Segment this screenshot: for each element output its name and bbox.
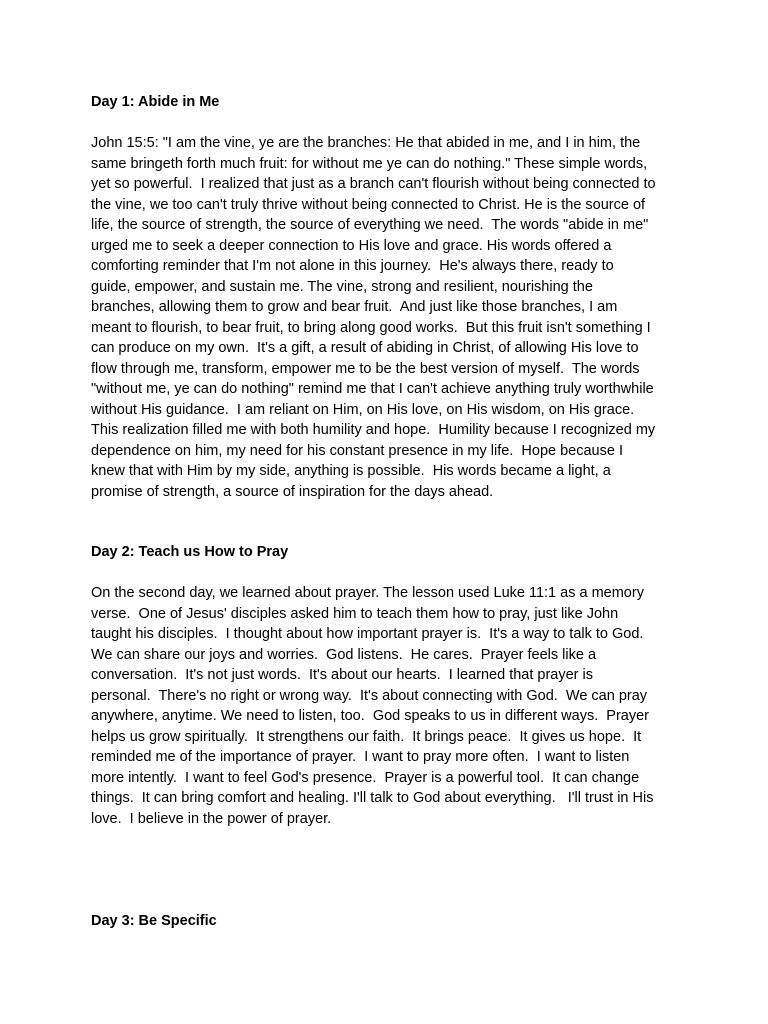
text-line: comforting reminder that I'm not alone in this journey. He's always there, ready to bbox=[91, 258, 614, 274]
text-line: without His guidance. I am reliant on Him, on His love, on His wisdom, on His grace. bbox=[91, 401, 635, 418]
text-line: love. I believe in the power of prayer. bbox=[91, 810, 332, 827]
section-heading-day-1: Day 1: Abide in Me bbox=[91, 94, 220, 110]
text-line: personal. There's no right or wrong way. It's about connecting with God. We can pray bbox=[91, 687, 648, 704]
section-body-day-2 bbox=[91, 583, 681, 829]
text-line: knew that with Him by my side, anything is possible. His words became a light, a bbox=[91, 463, 611, 479]
text-line: the vine, we too can't truly thrive without being connected to Christ. He is the source of bbox=[91, 196, 646, 213]
text-line: verse. One of Jesus' disciples asked him to teach them how to pray, just like John bbox=[91, 605, 619, 622]
text-line: life, the source of strength, the source of everything we need. The words "abide in me" bbox=[91, 217, 649, 233]
text-line: can produce on my own. It's a gift, a result of abiding in Christ, of allowing His love to bbox=[91, 340, 639, 356]
text-line: reminded me of the importance of prayer. I want to pray more often. I want to listen bbox=[91, 749, 630, 765]
text-line: more intently. I want to feel God's presence. Prayer is a powerful tool. It can change bbox=[91, 769, 640, 786]
section-heading-day-3: Day 3: Be Specific bbox=[91, 913, 217, 929]
text-line: anywhere, anytime. We need to listen, too. God speaks to us in different ways. Prayer bbox=[91, 708, 650, 724]
text-line: We can share our joys and worries. God listens. He cares. Prayer feels like a bbox=[91, 646, 597, 663]
text-line: John 15:5: "I am the vine, ye are the branches: He that abided in me, and I in him, the bbox=[91, 135, 641, 151]
section-body-day-1 bbox=[91, 133, 681, 502]
text-line: conversation. It's not just words. It's about our hearts. I learned that prayer is bbox=[91, 667, 594, 683]
text-line: same bringeth forth much fruit: for without me ye can do nothing." These simple words, bbox=[91, 155, 648, 172]
text-line: On the second day, we learned about prayer. The lesson used Luke 11:1 as a memory bbox=[91, 585, 644, 601]
text-line: This realization filled me with both humility and hope. Humility because I recognized my bbox=[91, 422, 656, 438]
text-line: taught his disciples. I thought about how important prayer is. It's a way to talk to God. bbox=[91, 626, 644, 642]
text-line: promise of strength, a source of inspiration for the days ahead. bbox=[91, 483, 494, 500]
text-line: urged me to seek a deeper connection to His love and grace. His words offered a bbox=[91, 237, 612, 254]
text-line: guide, empower, and sustain me. The vine, strong and resilient, nourishing the bbox=[91, 278, 593, 295]
text-line: yet so powerful. I realized that just as a branch can't flourish without being connected to bbox=[91, 176, 656, 192]
text-line: "without me, ye can do nothing" remind me that I can't achieve anything truly worthwhile bbox=[91, 381, 654, 397]
text-line: things. It can bring comfort and healing. I'll talk to God about everything. I'll trust in His bbox=[91, 790, 654, 806]
text-line: flow through me, transform, empower me to be the best version of myself. The words bbox=[91, 360, 640, 377]
text-line: helps us grow spiritually. It strengthens our faith. It brings peace. It gives us hope. It bbox=[91, 728, 642, 745]
text-line: dependence on him, my need for his constant presence in my life. Hope because I bbox=[91, 442, 623, 459]
text-line: branches, allowing them to grow and bear fruit. And just like those branches, I am bbox=[91, 299, 618, 315]
section-heading-day-2: Day 2: Teach us How to Pray bbox=[91, 544, 289, 560]
text-line: meant to flourish, to bear fruit, to bring along good works. But this fruit isn't something I bbox=[91, 319, 651, 336]
